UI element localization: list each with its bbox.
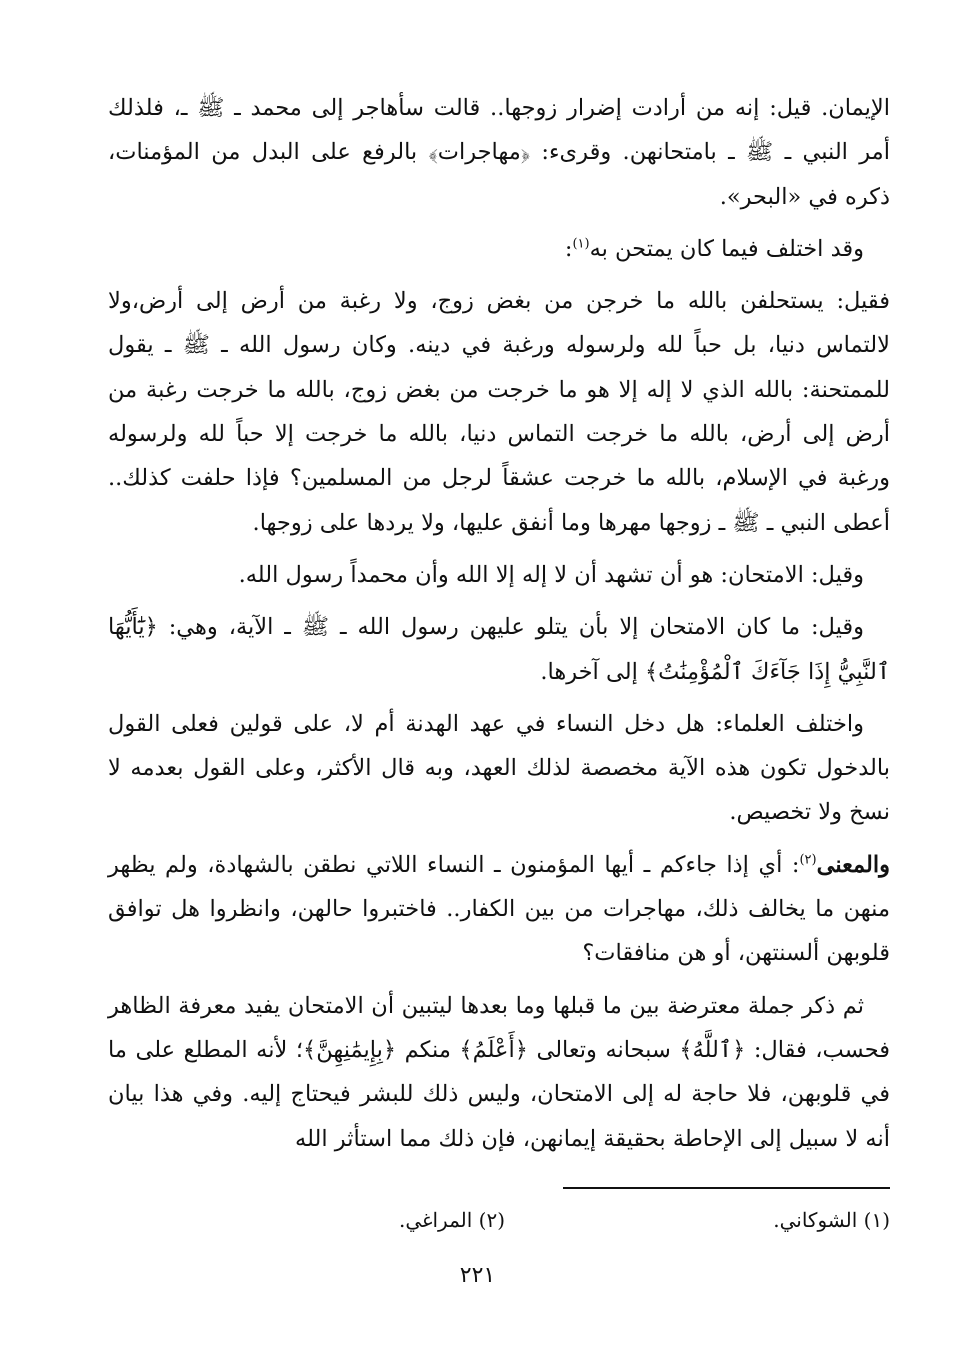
paragraph-2-tail: : xyxy=(564,235,573,262)
footnote-ref-2[interactable]: (٢) xyxy=(799,852,817,868)
paragraph-3-text: فقيل: يستحلفن بالله ما خرجن من بغض زوج، ولا رغبة من أرض إلى أرض،ولا لالتماس دنيا، بل حباً لله ولرسوله ورغبة في دينه. وكان رسول الله ـ ﷺ ـ يقول للممتحنة: بالله الذي لا إله إلا هو ما خرجت من بغض زوج، بالله ما خرجت رغبة من أرض إلى أرض، بالله ما خرجت التماس دنيا، بالله ما خرجت إلا حباً لله ولرسوله ورغبة في الإسلام، بالله ما خرجت عشقاً لرجل من المسلمين؟ فإذا حلفت كذلك.. أعطى النبي ـ ﷺ ـ زوجها مهرها وما أنفق عليها، ولا يردها على زوجها. xyxy=(108,288,890,536)
page-number: ٢٢١ xyxy=(459,1263,496,1288)
paragraph-7 xyxy=(108,843,890,976)
paragraph-2 xyxy=(108,227,890,271)
paragraph-2-text: وقد اختلف فيما كان يمتحن به xyxy=(589,235,864,262)
paragraph-4-text: وقيل: الامتحان: هو أن تشهد أن لا إله إلا الله وأن محمداً رسول الله. xyxy=(238,561,864,588)
footnote-2: (٢) المراغي. xyxy=(398,1208,505,1232)
paragraph-6 xyxy=(108,702,890,835)
paragraph-1 xyxy=(108,86,890,219)
paragraph-4 xyxy=(108,553,890,597)
paragraph-1-text: الإيمان. قيل: إنه من أرادت إضرار زوجها.. قالت سأهاجر إلى محمد ـ ﷺ ـ، فلذلك أمر النبي ـ ﷺ ـ بامتحانهن. وقرىء: ﴿مهاجرات﴾ بالرفع على البدل من المؤمنات، ذكره في «البحر». xyxy=(108,95,890,210)
paragraph-7-text: : أي إذا جاءكم ـ أيها المؤمنون ـ النساء اللاتي نطقن بالشهادة، ولم يظهر منهن ما يخالف ذلك، مهاجرات من بين الكفار.. فاختبروا حالهن، وانظروا هل توافق قلوبهن ألسنتهن، أو هن منافقات؟ xyxy=(108,851,890,967)
footnote-1: (١) الشوكاني. xyxy=(773,1208,890,1232)
paragraph-7-lead: والمعنى xyxy=(816,851,890,878)
paragraph-8 xyxy=(108,984,890,1161)
paragraph-5 xyxy=(108,605,890,694)
paragraph-8-text: ثم ذكر جملة معترضة بين ما قبلها وما بعدها ليتبين أن الامتحان يفيد معرفة الظاهر فحسب، فقال: ﴿ٱللَّهُ﴾ سبحانه وتعالى ﴿أَعْلَمُ﴾ منكم ﴿بِإِيمَٰنِهِنَّ﴾؛ لأنه المطلع على ما في قلوبهن، فلا حاجة له إلى الامتحان، وليس ذلك للبشر فيحتاج إليه. وفي هذا بيان أنه لا سبيل إلى الإحاطة بحقيقة إيمانهن، فإن ذلك مما استأثر الله xyxy=(108,992,890,1152)
page-body xyxy=(108,86,890,1169)
paragraph-3 xyxy=(108,279,890,545)
footnote-separator xyxy=(563,1187,890,1189)
footnote-ref-1[interactable]: (١) xyxy=(572,236,590,252)
paragraph-5-text: وقيل: ما كان الامتحان إلا بأن يتلو عليهن رسول الله ـ ﷺ ـ الآية، وهي: ﴿يَٰٓأَيُّهَا ٱلنَّبِيُّ إِذَا جَآءَكَ ٱلْمُؤْمِنَٰتُ﴾ إلى آخرها. xyxy=(108,614,890,685)
paragraph-6-text: واختلف العلماء: هل دخل النساء في عهد الهدنة أم لا، على قولين فعلى القول بالدخول تكون هذه الآية مخصصة لذلك العهد، وبه قال الأكثر، وعلى القول بعدمه لا نسخ ولا تخصيص. xyxy=(108,710,890,826)
